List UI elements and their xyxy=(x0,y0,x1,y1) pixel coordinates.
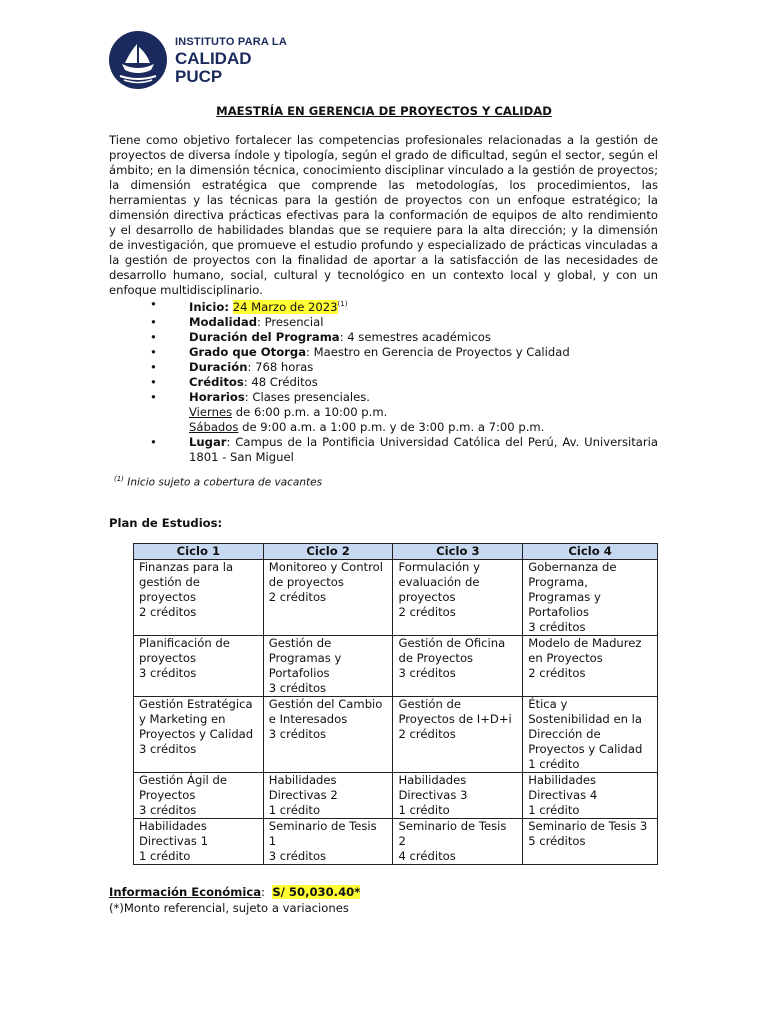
column-header: Ciclo 3 xyxy=(393,544,523,560)
footnote xyxy=(114,475,322,489)
table-cell: Gestión de Programas y Portafolios 3 créditos xyxy=(263,636,393,697)
economic-note: (*)Monto referencial, sujeto a variaciones xyxy=(109,901,349,915)
table-cell: Gestión Estratégica y Marketing en Proyectos y Calidad 3 créditos xyxy=(134,697,264,773)
table-row xyxy=(134,697,658,773)
table-cell: Formulación y evaluación de proyectos 2 créditos xyxy=(393,560,523,636)
table-cell: Seminario de Tesis 1 3 créditos xyxy=(263,819,393,865)
detail-lugar xyxy=(150,435,658,465)
detail-grado xyxy=(150,345,658,360)
logo-wordmark xyxy=(175,37,287,85)
sabados-day: Sábados xyxy=(189,419,239,434)
economic-info xyxy=(109,885,360,899)
table-cell: Planificación de proyectos 3 créditos xyxy=(134,636,264,697)
document-title: MAESTRÍA EN GERENCIA DE PROYECTOS Y CALIDAD xyxy=(216,104,552,118)
table-header-row xyxy=(134,544,658,560)
table-cell: Gestión de Oficina de Proyectos 3 créditos xyxy=(393,636,523,697)
economic-amount: S/ 50,030.40* xyxy=(272,885,361,899)
curriculum-table xyxy=(133,543,658,865)
sabados-time: de 9:00 a.m. a 1:00 p.m. y de 3:00 p.m. a 7:00 p.m. xyxy=(238,419,545,434)
detail-duracion-programa xyxy=(150,330,658,345)
table-cell: Finanzas para la gestión de proyectos 2 créditos xyxy=(134,560,264,636)
horarios-label: Horarios xyxy=(189,389,245,404)
table-row xyxy=(134,560,658,636)
column-header: Ciclo 4 xyxy=(523,544,658,560)
footnote-ref: (1) xyxy=(114,475,124,483)
economic-separator: : xyxy=(261,885,273,899)
institute-logo xyxy=(108,30,298,90)
program-details-list xyxy=(150,297,658,465)
table-cell: Gestión de Proyectos de I+D+i 2 créditos xyxy=(393,697,523,773)
logo-line-1: INSTITUTO PARA LA xyxy=(175,36,287,48)
table-cell: Habilidades Directivas 3 1 crédito xyxy=(393,773,523,819)
inicio-label: Inicio: xyxy=(189,299,229,314)
lugar-value: : Campus de la Pontificia Universidad Católica del Perú, Av. Universitaria 1801 - San Miguel xyxy=(189,434,658,464)
ship-emblem-icon xyxy=(108,30,168,90)
grado-value: : Maestro en Gerencia de Proyectos y Calidad xyxy=(306,344,570,359)
table-cell: Gobernanza de Programa, Programas y Portafolios 3 créditos xyxy=(523,560,658,636)
detail-inicio xyxy=(150,297,658,315)
column-header: Ciclo 2 xyxy=(263,544,393,560)
duracion-value: : 768 horas xyxy=(247,359,314,374)
detail-horarios xyxy=(150,390,658,435)
table-cell: Habilidades Directivas 4 1 crédito xyxy=(523,773,658,819)
viernes-time: de 6:00 p.m. a 10:00 p.m. xyxy=(232,404,388,419)
inicio-footnote-ref: (1) xyxy=(337,300,348,308)
modalidad-value: : Presencial xyxy=(257,314,324,329)
table-cell: Habilidades Directivas 1 1 crédito xyxy=(134,819,264,865)
table-cell: Monitoreo y Control de proyectos 2 créditos xyxy=(263,560,393,636)
modalidad-label: Modalidad xyxy=(189,314,257,329)
table-cell: Seminario de Tesis 2 4 créditos xyxy=(393,819,523,865)
table-cell: Habilidades Directivas 2 1 crédito xyxy=(263,773,393,819)
table-row xyxy=(134,819,658,865)
detail-duracion xyxy=(150,360,658,375)
detail-creditos xyxy=(150,375,658,390)
plan-heading: Plan de Estudios: xyxy=(109,516,223,530)
duracion-programa-value: : 4 semestres académicos xyxy=(339,329,491,344)
table-cell: Ética y Sostenibilidad en la Dirección de Proyectos y Calidad 1 crédito xyxy=(523,697,658,773)
table-cell: Gestión Ágil de Proyectos 3 créditos xyxy=(134,773,264,819)
table-cell: Gestión del Cambio e Interesados 3 créditos xyxy=(263,697,393,773)
logo-line-2: CALIDAD xyxy=(175,49,252,68)
table-row xyxy=(134,636,658,697)
economic-label: Información Económica xyxy=(109,885,262,899)
logo-line-3: PUCP xyxy=(175,67,223,86)
viernes-day: Viernes xyxy=(189,404,233,419)
table-cell: Seminario de Tesis 3 5 créditos xyxy=(523,819,658,865)
creditos-value: : 48 Créditos xyxy=(243,374,318,389)
table-row xyxy=(134,773,658,819)
grado-label: Grado que Otorga xyxy=(189,344,307,359)
footnote-text: Inicio sujeto a cobertura de vacantes xyxy=(123,476,323,489)
table-cell: Modelo de Madurez en Proyectos 2 créditos xyxy=(523,636,658,697)
lugar-label: Lugar xyxy=(189,434,227,449)
inicio-value: 24 Marzo de 2023 xyxy=(232,299,338,314)
detail-modalidad xyxy=(150,315,658,330)
horarios-value: : Clases presenciales. xyxy=(244,389,370,404)
intro-paragraph: Tiene como objetivo fortalecer las competencias profesionales relacionadas a la gestión de proyectos de diversa índole y tipología, según el grado de dificultad, según el sector, según el ámbito; en la dimensión técnica, conocimiento disciplinar vinculado a la gestión de proyectos; la dimensión estratégica que comprende las metodologías, los procedimientos, las herramientas y las técnicas para la gestión de proyectos con un enfoque estratégico; la dimensión directiva prácticas efectivas para la conformación de equipos de alto rendimiento y el desarrollo de habilidades blandas que se requiere para la alta dirección; y la dimensión de investigación, que promueve el estudio profundo y especializado de prácticas vinculadas a la gestión de proyectos con la finalidad de aportar a la satisfacción de las necesidades de desarrollo humano, social, cultural y tecnológico en un contexto local y global, y con un enfoque multidisciplinario. xyxy=(109,133,658,297)
duracion-label: Duración xyxy=(189,359,248,374)
duracion-programa-label: Duración del Programa xyxy=(189,329,340,344)
creditos-label: Créditos xyxy=(189,374,244,389)
column-header: Ciclo 1 xyxy=(134,544,264,560)
